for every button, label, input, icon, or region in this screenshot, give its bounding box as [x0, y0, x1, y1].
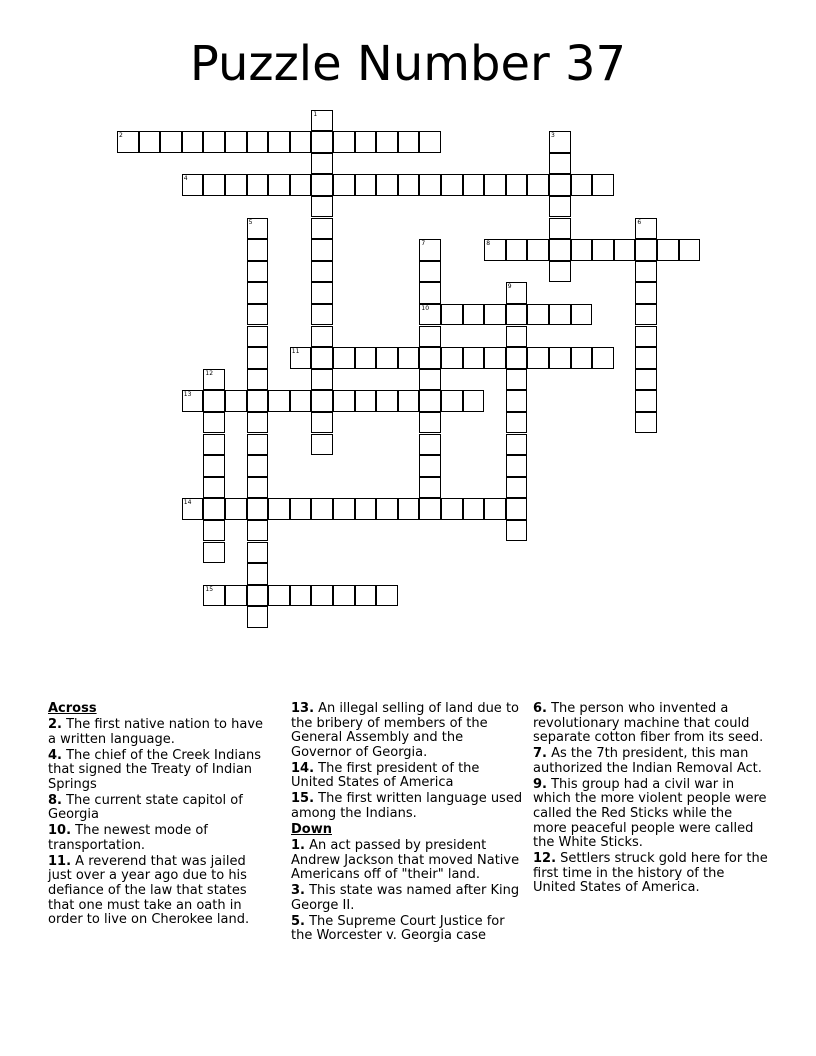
grid-cell[interactable]: [592, 347, 614, 369]
grid-cell[interactable]: [549, 218, 571, 240]
clue-label: 9.: [533, 776, 547, 792]
clue: [291, 839, 523, 883]
grid-cell[interactable]: [225, 131, 247, 153]
grid-cell[interactable]: [506, 390, 528, 412]
clue: [291, 884, 523, 913]
grid-cell[interactable]: [571, 174, 593, 196]
grid-cell[interactable]: [290, 174, 312, 196]
grid-cell[interactable]: [247, 174, 269, 196]
grid-cell[interactable]: [355, 390, 377, 412]
grid-cell[interactable]: [247, 520, 269, 542]
grid-cell[interactable]: [463, 347, 485, 369]
clue-text: This group had a civil war in which the more violent people were called the Red Sticks while the more peaceful people were called the White Sticks.: [533, 776, 767, 851]
grid-cell[interactable]: [635, 412, 657, 434]
clue-column-1: [48, 702, 266, 929]
grid-cell[interactable]: [311, 239, 333, 261]
grid-cell[interactable]: [268, 585, 290, 607]
clue-section-heading: Down: [291, 821, 332, 837]
grid-cell[interactable]: [506, 498, 528, 520]
grid-cell[interactable]: [376, 498, 398, 520]
clue-number: 10: [421, 304, 430, 312]
grid-cell[interactable]: [376, 174, 398, 196]
grid-cell[interactable]: [506, 347, 528, 369]
grid-cell[interactable]: [419, 434, 441, 456]
clue-column-2: [291, 702, 523, 945]
grid-cell[interactable]: [268, 131, 290, 153]
clue-number: 5: [248, 218, 253, 226]
grid-cell[interactable]: [506, 434, 528, 456]
grid-cell[interactable]: [441, 390, 463, 412]
grid-cell[interactable]: [203, 477, 225, 499]
grid-cell[interactable]: [225, 174, 247, 196]
clue-label: 11.: [48, 853, 72, 869]
grid-cell[interactable]: [527, 239, 549, 261]
clue: [48, 855, 266, 928]
grid-cell[interactable]: [203, 520, 225, 542]
grid-cell[interactable]: [311, 131, 333, 153]
grid-cell[interactable]: [398, 390, 420, 412]
grid-cell[interactable]: [182, 390, 204, 412]
grid-cell[interactable]: [247, 218, 269, 240]
grid-cell[interactable]: [549, 174, 571, 196]
grid-cell[interactable]: [247, 563, 269, 585]
clue-column-3: [533, 702, 769, 897]
grid-cell[interactable]: [311, 369, 333, 391]
clue: [291, 915, 523, 944]
clue-text: The Supreme Court Justice for the Worcester v. Georgia case: [291, 913, 505, 944]
grid-cell[interactable]: [311, 347, 333, 369]
grid-cell[interactable]: [506, 326, 528, 348]
grid-cell[interactable]: [225, 390, 247, 412]
grid-cell[interactable]: [311, 498, 333, 520]
grid-cell[interactable]: [311, 282, 333, 304]
grid-cell[interactable]: [419, 390, 441, 412]
clue-number: 6: [637, 218, 642, 226]
grid-cell[interactable]: [203, 455, 225, 477]
clue: [291, 792, 523, 821]
grid-cell[interactable]: [635, 282, 657, 304]
clue-label: 8.: [48, 792, 62, 808]
grid-cell[interactable]: [484, 304, 506, 326]
grid-cell[interactable]: [247, 585, 269, 607]
grid-cell[interactable]: [463, 498, 485, 520]
clue: [291, 762, 523, 791]
clue-number: 11: [291, 348, 300, 356]
grid-cell[interactable]: [635, 304, 657, 326]
clue-text: The current state capitol of Georgia: [48, 792, 243, 823]
grid-cell[interactable]: [311, 434, 333, 456]
grid-cell[interactable]: [419, 326, 441, 348]
clue-text: The person who invented a revolutionary machine that could separate cotton fiber from its seed.: [533, 701, 764, 746]
clue-number: 7: [421, 240, 426, 248]
clue-text: A reverend that was jailed just over a year ago due to his defiance of the law that states that one must take an oath in order to live on Cherokee land.: [48, 853, 250, 928]
grid-cell[interactable]: [419, 369, 441, 391]
grid-cell[interactable]: [203, 434, 225, 456]
grid-cell[interactable]: [268, 174, 290, 196]
grid-cell[interactable]: [419, 239, 441, 261]
clue-label: 15.: [291, 791, 315, 807]
clue-text: The chief of the Creek Indians that signed the Treaty of Indian Springs: [48, 747, 261, 792]
grid-cell[interactable]: [268, 498, 290, 520]
grid-cell[interactable]: [311, 412, 333, 434]
clue-text: The first written language used among the Indians.: [291, 791, 523, 821]
grid-cell[interactable]: [506, 455, 528, 477]
grid-cell[interactable]: [441, 498, 463, 520]
grid-cell[interactable]: [484, 347, 506, 369]
grid-cell[interactable]: [376, 390, 398, 412]
grid-cell[interactable]: [527, 347, 549, 369]
grid-cell[interactable]: [398, 347, 420, 369]
grid-cell[interactable]: [247, 261, 269, 283]
clue-number: 2: [119, 132, 123, 140]
clue-text: As the 7th president, this man authorized the Indian Removal Act.: [533, 746, 762, 776]
clue-label: 6.: [533, 701, 547, 716]
grid-cell[interactable]: [333, 498, 355, 520]
clue: [48, 794, 266, 823]
grid-cell[interactable]: [549, 153, 571, 175]
grid-cell[interactable]: [182, 131, 204, 153]
grid-cell[interactable]: [571, 347, 593, 369]
clue: [291, 702, 523, 760]
grid-cell[interactable]: [311, 153, 333, 175]
clue-number: 14: [183, 499, 192, 507]
clue-label: 10.: [48, 823, 72, 839]
grid-cell[interactable]: [376, 131, 398, 153]
grid-cell[interactable]: [247, 542, 269, 564]
grid-cell[interactable]: [182, 174, 204, 196]
clue-number: 13: [183, 391, 192, 399]
grid-cell[interactable]: [635, 347, 657, 369]
clue: [533, 852, 769, 896]
grid-cell[interactable]: [527, 304, 549, 326]
clue-number: 8: [486, 240, 491, 248]
grid-cell[interactable]: [290, 131, 312, 153]
grid-cell[interactable]: [311, 261, 333, 283]
grid-cell[interactable]: [527, 174, 549, 196]
grid-cell[interactable]: [203, 390, 225, 412]
grid-cell[interactable]: [506, 174, 528, 196]
clue-text: Settlers struck gold here for the first time in the history of the United States of America.: [533, 851, 768, 896]
grid-cell[interactable]: [247, 304, 269, 326]
grid-cell[interactable]: [247, 498, 269, 520]
grid-cell[interactable]: [419, 282, 441, 304]
grid-cell[interactable]: [247, 606, 269, 628]
clue-text: This state was named after King George II.: [291, 883, 520, 913]
clue: [533, 778, 769, 851]
grid-cell[interactable]: [679, 239, 701, 261]
grid-cell[interactable]: [635, 369, 657, 391]
grid-cell[interactable]: [398, 174, 420, 196]
grid-cell[interactable]: [484, 174, 506, 196]
grid-cell[interactable]: [484, 239, 506, 261]
clue-number: 15: [205, 585, 214, 593]
grid-cell[interactable]: [419, 477, 441, 499]
grid-cell[interactable]: [441, 304, 463, 326]
grid-cell[interactable]: [506, 282, 528, 304]
grid-cell[interactable]: [139, 131, 161, 153]
grid-cell[interactable]: [311, 174, 333, 196]
grid-cell[interactable]: [463, 304, 485, 326]
grid-cell[interactable]: [311, 390, 333, 412]
grid-cell[interactable]: [355, 174, 377, 196]
grid-cell[interactable]: [355, 498, 377, 520]
clue: [48, 749, 266, 793]
grid-cell[interactable]: [203, 498, 225, 520]
grid-cell[interactable]: [419, 174, 441, 196]
clue-text: An illegal selling of land due to the bribery of members of the General Assembly and the Governor of Georgia.: [291, 701, 519, 760]
grid-cell[interactable]: [571, 304, 593, 326]
grid-cell[interactable]: [247, 455, 269, 477]
clue-label: 1.: [291, 837, 305, 853]
grid-cell[interactable]: [311, 585, 333, 607]
grid-cell[interactable]: [355, 131, 377, 153]
grid-cell[interactable]: [419, 304, 441, 326]
grid-cell[interactable]: [247, 369, 269, 391]
grid-cell[interactable]: [376, 585, 398, 607]
grid-cell[interactable]: [290, 347, 312, 369]
grid-cell[interactable]: [419, 131, 441, 153]
clue-label: 3.: [291, 883, 305, 899]
clue: [533, 747, 769, 776]
grid-cell[interactable]: [657, 239, 679, 261]
clue-label: 13.: [291, 701, 315, 716]
grid-cell[interactable]: [635, 261, 657, 283]
grid-cell[interactable]: [290, 498, 312, 520]
clue-number: 1: [313, 110, 318, 118]
grid-cell[interactable]: [506, 304, 528, 326]
grid-cell[interactable]: [506, 369, 528, 391]
grid-cell[interactable]: [484, 498, 506, 520]
grid-cell[interactable]: [203, 174, 225, 196]
grid-cell[interactable]: [571, 239, 593, 261]
clue-label: 4.: [48, 747, 62, 763]
grid-cell[interactable]: [419, 347, 441, 369]
grid-cell[interactable]: [247, 131, 269, 153]
clue-label: 2.: [48, 716, 62, 732]
grid-cell[interactable]: [549, 196, 571, 218]
grid-cell[interactable]: [419, 455, 441, 477]
grid-cell[interactable]: [635, 239, 657, 261]
grid-cell[interactable]: [398, 498, 420, 520]
grid-cell[interactable]: [506, 477, 528, 499]
grid-cell[interactable]: [463, 174, 485, 196]
grid-cell[interactable]: [247, 239, 269, 261]
grid-cell[interactable]: [506, 412, 528, 434]
grid-cell[interactable]: [311, 218, 333, 240]
grid-cell[interactable]: [247, 477, 269, 499]
clue: [48, 718, 266, 747]
grid-cell[interactable]: [441, 347, 463, 369]
grid-cell[interactable]: [225, 585, 247, 607]
grid-cell[interactable]: [247, 326, 269, 348]
grid-cell[interactable]: [203, 542, 225, 564]
clue-label: 14.: [291, 760, 315, 776]
grid-cell[interactable]: [592, 174, 614, 196]
grid-cell[interactable]: [592, 239, 614, 261]
grid-cell[interactable]: [268, 390, 290, 412]
grid-cell[interactable]: [333, 174, 355, 196]
grid-cell[interactable]: [398, 131, 420, 153]
clue: [48, 824, 266, 853]
grid-cell[interactable]: [247, 347, 269, 369]
clue-section-heading: Across: [48, 701, 97, 716]
grid-cell[interactable]: [333, 347, 355, 369]
grid-cell[interactable]: [635, 218, 657, 240]
grid-cell[interactable]: [376, 347, 398, 369]
grid-cell[interactable]: [441, 174, 463, 196]
grid-cell[interactable]: [635, 326, 657, 348]
clue-number: 9: [507, 283, 512, 291]
grid-cell[interactable]: [333, 585, 355, 607]
grid-cell[interactable]: [311, 110, 333, 132]
grid-cell[interactable]: [203, 412, 225, 434]
clue-number: 4: [183, 175, 188, 183]
grid-cell[interactable]: [614, 239, 636, 261]
grid-cell[interactable]: [506, 520, 528, 542]
grid-cell[interactable]: [225, 498, 247, 520]
grid-cell[interactable]: [419, 412, 441, 434]
grid-cell[interactable]: [203, 131, 225, 153]
grid-cell[interactable]: [203, 585, 225, 607]
grid-cell[interactable]: [419, 498, 441, 520]
grid-cell[interactable]: [419, 261, 441, 283]
grid-cell[interactable]: [355, 347, 377, 369]
grid-cell[interactable]: [247, 390, 269, 412]
grid-cell[interactable]: [635, 390, 657, 412]
grid-cell[interactable]: [290, 585, 312, 607]
grid-cell[interactable]: [117, 131, 139, 153]
clue-text: An act passed by president Andrew Jackson that moved Native Americans off of "their" land.: [291, 837, 520, 883]
clue-text: The first president of the United States of America: [291, 760, 480, 791]
grid-cell[interactable]: [549, 304, 571, 326]
grid-cell[interactable]: [333, 131, 355, 153]
grid-cell[interactable]: [549, 347, 571, 369]
grid-cell[interactable]: [203, 369, 225, 391]
grid-cell[interactable]: [355, 585, 377, 607]
grid-cell[interactable]: [333, 390, 355, 412]
grid-cell[interactable]: [247, 412, 269, 434]
clue-text: The newest mode of transportation.: [48, 823, 208, 853]
grid-cell[interactable]: [160, 131, 182, 153]
grid-cell[interactable]: [182, 498, 204, 520]
clue-number: 12: [205, 369, 214, 377]
grid-cell[interactable]: [549, 239, 571, 261]
grid-cell[interactable]: [290, 390, 312, 412]
grid-cell[interactable]: [463, 390, 485, 412]
clue-label: 7.: [533, 746, 547, 762]
grid-cell[interactable]: [506, 239, 528, 261]
grid-cell[interactable]: [549, 131, 571, 153]
grid-cell[interactable]: [549, 261, 571, 283]
clue-label: 12.: [533, 851, 557, 867]
clue-number: 3: [551, 132, 555, 140]
grid-cell[interactable]: [247, 434, 269, 456]
grid-cell[interactable]: [311, 326, 333, 348]
grid-cell[interactable]: [247, 282, 269, 304]
clue-text: The first native nation to have a written language.: [48, 716, 264, 747]
clue: [533, 702, 769, 746]
puzzle-title: Puzzle Number 37: [189, 36, 627, 92]
grid-cell[interactable]: [311, 196, 333, 218]
grid-cell[interactable]: [311, 304, 333, 326]
clue-label: 5.: [291, 913, 305, 929]
